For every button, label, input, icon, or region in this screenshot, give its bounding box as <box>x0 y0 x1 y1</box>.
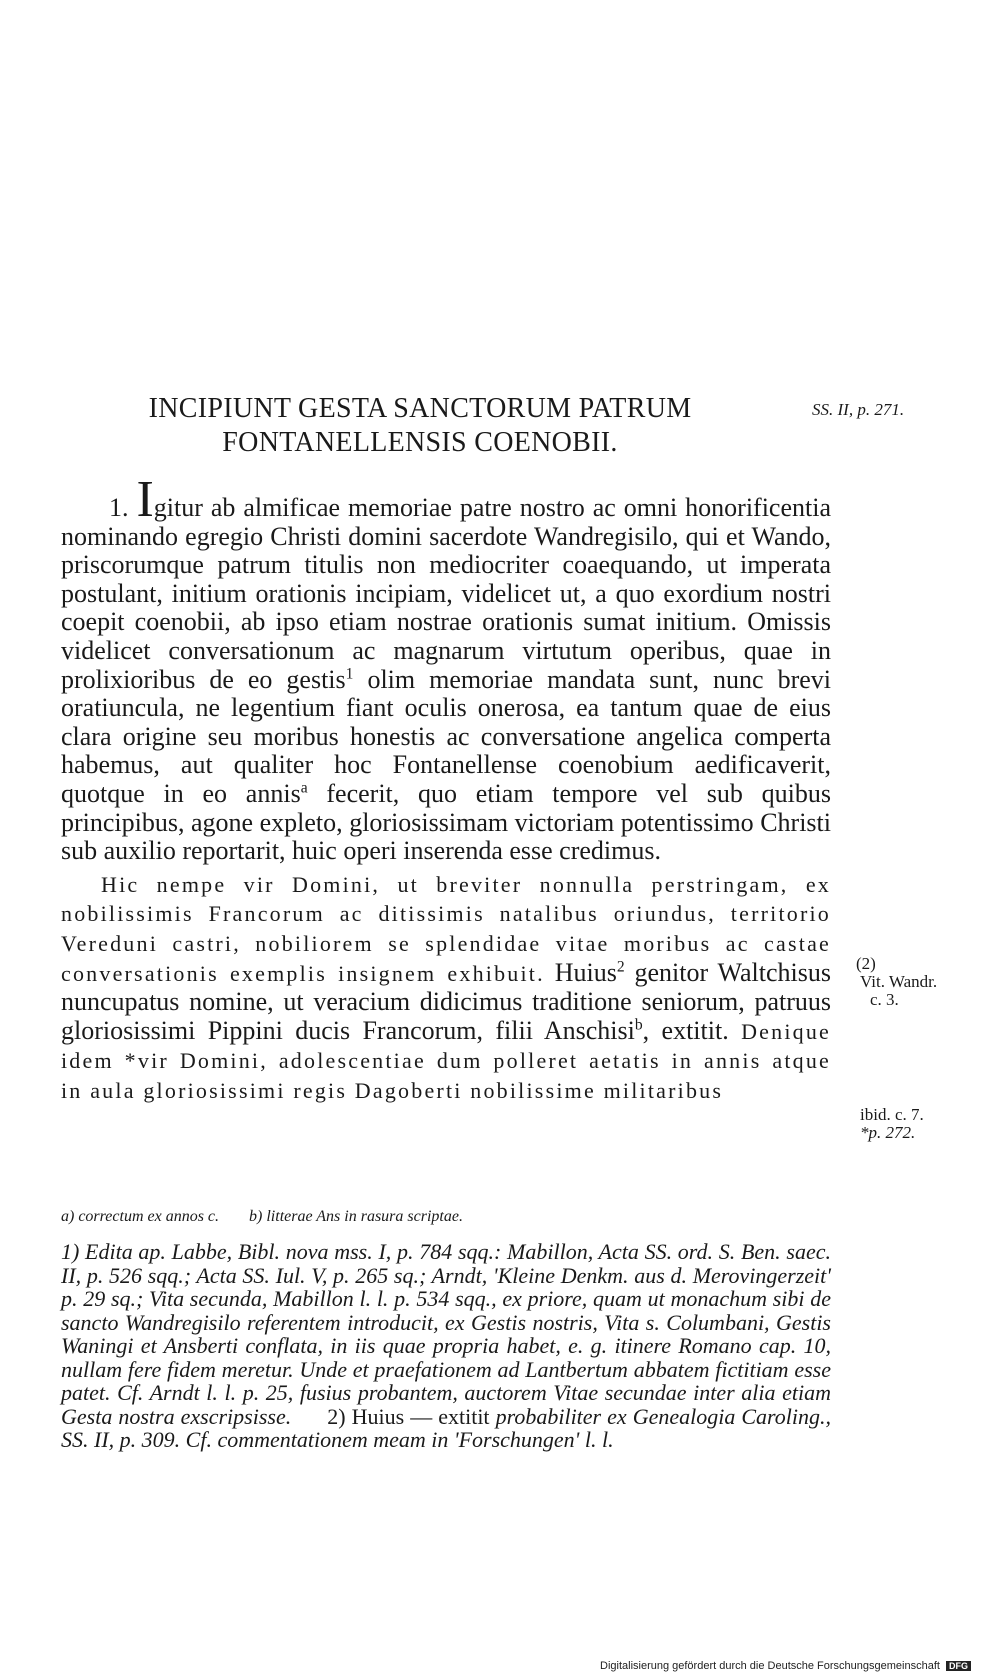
main-text <box>61 471 832 1105</box>
page-title <box>100 392 740 460</box>
footnote-marker-2: 2 <box>616 957 625 975</box>
paragraph-1 <box>61 471 831 866</box>
footnote-2-text: probabiliter ex Genealogia Caroling., SS. II, p. 309. Cf. commentationem meam in 'Forschungen' l. l. <box>61 1403 832 1452</box>
paragraph-1-text-b: olim memoriae mandata sunt, nunc brevi oratiuncula, ne legentium fiant oculis onerosa, ea tantum quae de eius clara origine seu moribus honestis ac conversatione angelica comperta habemus, aut qualiter hoc Fontanellense coenobium aedificaverit, quotque in eo annis <box>61 664 831 808</box>
initial-letter: I <box>136 471 154 528</box>
paragraph-2-spaced-b: Denique idem *vir Domini, adolescentiae dum polleret aetatis in annis atque in aula gloriosissimi regis Dagoberti nobilissime militaribus <box>61 1018 831 1103</box>
margin-reference-top: SS. II, p. 271. <box>812 400 905 419</box>
title-line-1: INCIPIUNT GESTA SANCTORUM PATRUM <box>148 393 692 424</box>
critical-note-a: a) correctum ex annos c. <box>61 1208 220 1225</box>
credit-text: Digitalisierung gefördert durch die Deutsche Forschungsgemeinschaft <box>600 1660 940 1672</box>
paragraph-1-text: gitur ab almificae memoriae patre nostro ac omni honorificentia nominando egregio Christi domini sacerdote Wandregisilo, qui et Wando, priscorumque patrum titulis non mediocriter coaequando, ut imperata postulant, initium orationis incipiam, videlicet ut, a quo exordium nostri coepit coenobii, ab ipso etiam nostrae orationis sumat initium. Omissis videlicet conversationum ac magnarum virtutum operibus, quae in prolixioribus de eo gestis <box>61 493 831 694</box>
margin-note-ibid-ref: ibid. c. 7. <box>860 1105 924 1124</box>
margin-note-number: (2) <box>856 954 876 973</box>
paragraph-2-text: genitor Waltchisus nuncupatus nomine, ut veracium didicimus traditione seniorum, patruus gloriosissimi Pippini ducis Francorum, filii Anschisi <box>61 957 832 1045</box>
critical-note-b: b) litterae Ans in rasura scriptae. <box>249 1208 463 1225</box>
footnotes <box>61 1240 831 1452</box>
footnote-marker-a: a <box>300 779 308 797</box>
footnote-marker-b: b <box>634 1016 643 1034</box>
footnote-marker-1: 1 <box>345 664 354 682</box>
paragraph-2-spaced: Hic nempe vir Domini, ut breviter nonnulla perstringam, ex nobilissimis Francorum ac ditissimis natalibus oriundus, territorio Vereduni castri, nobiliorem se splendidae vitae moribus ac castae conversationis exemplis insignem exhibuit. <box>61 871 831 986</box>
margin-note-page: *p. 272. <box>860 1123 916 1142</box>
margin-note-cap: c. 3. <box>870 990 899 1009</box>
paragraph-2-huius: Huius <box>554 957 617 987</box>
paragraph-number: 1. <box>109 493 129 522</box>
paragraph-1-text-c: fecerit, quo etiam tempore vel sub quibus principibus, agone expleto, gloriosissimam victoriam potentissimo Christi sub auxilio reportarit, huic operi inserenda esse credimus. <box>61 778 831 866</box>
dfg-logo-icon: DFG <box>946 1661 971 1671</box>
title-line-2: FONTANELLENSIS COENOBII. <box>222 427 618 458</box>
footnote-1: 1) Edita ap. Labbe, Bibl. nova mss. I, p. 784 sqq.: Mabillon, Acta SS. ord. S. Ben. saec. II, p. 526 sqq.; Acta SS. Iul. V, p. 265 sq.; Arndt, 'Kleine Denkm. aus d. Merovingerzeit' p. 29 sq.; Vita secunda, Mabillon l. l. p. 534 sqq., ex priore, quam ut monachum sibi de sancto Wandregisilo referentem introducit, ex Gestis nostris, Vita s. Columbani, Gestis Waningi et Ansberti conflata, in iis quae propria habet, e. g. itinere Romano cap. 10, nullam fere fidem meretur. Unde et praefationem ad Lantbertum abbatem fictitiam esse patet. Cf. Arndt l. l. p. 25, fusius probantem, auctorem Vitae secundae inter alia etiam Gesta nostra exscripsisse. <box>61 1239 831 1429</box>
margin-note-vit-wandr <box>856 955 937 1009</box>
paragraph-2-text-b: , extitit. <box>642 1015 729 1045</box>
paragraph-2 <box>61 870 831 1106</box>
footnote-2-label: 2) Huius — extitit <box>327 1403 490 1429</box>
critical-notes <box>61 1208 831 1226</box>
margin-note-vit: Vit. Wandr. <box>860 972 938 991</box>
digitization-credit <box>600 1660 971 1672</box>
margin-note-ibid <box>860 1106 924 1142</box>
